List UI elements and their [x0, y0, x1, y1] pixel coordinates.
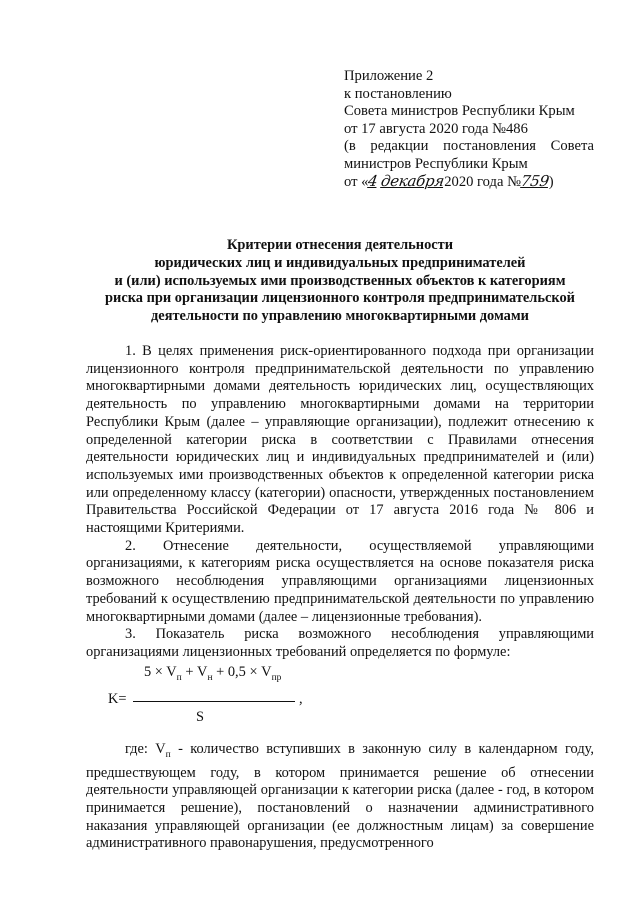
title-line: и (или) используемых ими производственных объектов к категориям: [114, 272, 566, 289]
paragraph-3: 3. Показатель риска возможного несоблюдения управляющими организациями лицензионных требований определяется по формуле:: [86, 626, 594, 660]
handwritten-number: 759: [519, 172, 551, 190]
title-line: Критерии отнесения деятельности: [226, 237, 454, 253]
where-text: - количество вступивших в законную силу в календарном году, предшествующем году, в котором принимается решение об отнесении деятельности управляющей организации к категории риска (далее - год, в котором принимается решение), постановлений о назначении административного наказания управляющей организации (ее должностным лицам) за совершение административного правонарушения, предусмотренного: [86, 741, 594, 852]
numerator-term-1: 5 × V: [144, 664, 177, 680]
subscript-p: п: [176, 672, 182, 683]
subscript-n: н: [207, 672, 213, 683]
subscript-pr: пр: [271, 672, 282, 683]
appendix-number: Приложение 2: [344, 68, 434, 84]
numerator-term-2: + V: [181, 664, 208, 680]
paragraph-1: 1. В целях применения риск-ориентированного подхода при организации лицензионного контроля предпринимательской деятельности по управлению многоквартирными домами деятельность юридических лиц, осуществляющих деятельность по управлению многоквартирными домами на территории Республики Крым (далее – управляющие организации), подлежит отнесению к определенной категории риска в соответствии с Правилами отнесения деятельности юридических лиц и индивидуальных предпринимателей и (или) используемых ими производственных объектов к определенной категории риска или определенному классу (категории) опасности, утвержденных постановлением Правительства Российской Федерации от 17 августа 2016 года № 806 и настоящими Критериями.: [86, 343, 594, 537]
date-suffix: ): [548, 174, 554, 190]
risk-formula: [108, 664, 328, 734]
where-paragraph: [86, 741, 594, 853]
numerator-term-3: + 0,5 × V: [212, 664, 272, 680]
handwritten-month: декабря: [380, 172, 446, 190]
fraction-bar: [133, 701, 295, 702]
formula-numerator: [144, 664, 281, 683]
resolution-date: от 17 августа 2020 года №486: [344, 120, 528, 137]
formula-denominator: S: [196, 709, 205, 725]
handwritten-day: 4: [367, 172, 380, 190]
title-line: юридических лиц и индивидуальных предпринимателей: [154, 254, 526, 271]
title-line: риска при организации лицензионного контроля предпринимательской: [105, 290, 575, 307]
where-prefix: где: V: [125, 741, 166, 757]
appendix-header: [344, 68, 594, 192]
edition-body: министров Республики Крым: [344, 155, 528, 172]
title-line: деятельности по управлению многоквартирными домами: [151, 308, 529, 325]
document-title: [90, 237, 590, 326]
edition-note: (в редакции постановления Совета: [344, 138, 594, 154]
date-prefix: от «: [344, 174, 369, 190]
edition-date-line: [344, 173, 594, 192]
where-subscript: п: [165, 749, 171, 760]
paragraph-2: 2. Отнесение деятельности, осуществляемой управляющими организациями, к категориям риска осуществляется на основе показателя риска возможного несоблюдения управляющими организациями лицензионных требований к осуществлению предпринимательской деятельности по управлению многоквартирными домами (далее – лицензионные требования).: [86, 537, 594, 625]
appendix-to-resolution: к постановлению: [344, 85, 452, 102]
formula-explanation: [86, 741, 594, 853]
document-body: [86, 343, 594, 662]
date-year: 2020 года №: [444, 174, 522, 190]
formula-comma: ,: [299, 691, 303, 707]
formula-lhs: K=: [108, 691, 127, 707]
issuing-body: Совета министров Республики Крым: [344, 103, 575, 119]
